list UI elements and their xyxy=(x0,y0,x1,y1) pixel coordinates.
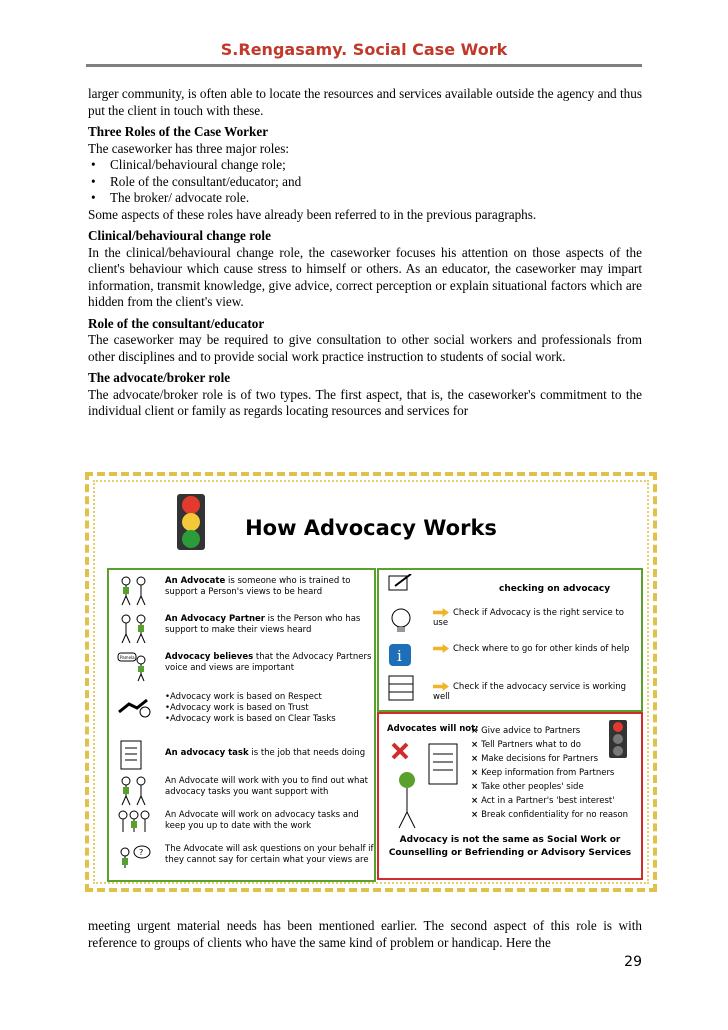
handshake-icon xyxy=(117,692,151,722)
roles-item: • Role of the consultant/educator; and xyxy=(88,174,642,191)
question-icon xyxy=(117,844,151,874)
will-not-item: × Act in a Partner's 'best interest' xyxy=(471,794,628,808)
roles-lead: The caseworker has three major roles: xyxy=(88,140,290,156)
advocate-term: An Advocate xyxy=(165,576,226,586)
roles-item: • Clinical/behavioural change role; xyxy=(88,157,642,174)
bases-item: • Advocacy work is based on Clear Tasks xyxy=(165,714,375,725)
arrow-icon xyxy=(433,644,449,653)
page-header: S.Rengasamy. Social Case Work xyxy=(220,40,508,59)
figure-label: Pamela xyxy=(120,655,135,660)
svg-text:?: ? xyxy=(139,848,144,857)
consultant-text: The caseworker may be required to give consultation to other social workers and professionals from other disciplines and to provide social work practice instruction to students of social work. xyxy=(88,332,642,364)
roles-item: • The broker/ advocate role. xyxy=(88,190,642,207)
advocate-heading: The advocate/broker role xyxy=(88,370,231,385)
header-rule xyxy=(86,64,642,67)
will-not-item: × Keep information from Partners xyxy=(471,766,628,780)
checking-item xyxy=(433,682,641,702)
roles-heading: Three Roles of the Case Worker xyxy=(88,124,269,139)
svg-text:i: i xyxy=(397,647,402,665)
task-desc: is the job that needs doing xyxy=(248,748,366,758)
closing-paragraph: meeting urgent material needs has been mentioned earlier. The second aspect of this role is with reference to groups of clients who have the same kind of problem or handicap. Here the xyxy=(88,918,642,950)
people-icon xyxy=(117,576,151,606)
ask-questions-text: The Advocate will ask questions on your behalf if they cannot say for certain what your views are xyxy=(165,844,374,865)
task-term: An advocacy task xyxy=(165,748,249,758)
page-number: 29 xyxy=(624,954,642,970)
poster-title: How Advocacy Works xyxy=(245,516,497,540)
checking-item-text: Check where to go for other kinds of help xyxy=(453,644,630,654)
keep-up-to-date-text: An Advocate will work on advocacy tasks and keep you up to date with the work xyxy=(165,810,359,831)
body-text xyxy=(88,86,642,420)
advocate-desc: is someone who is trained to support a Person's views to be heard xyxy=(165,576,351,597)
beliefs-desc: that the Advocacy Partners voice and views are important xyxy=(165,652,372,673)
intro-paragraph: larger community, is often able to locate the resources and services available outside the agency and thus put the client in touch with these. xyxy=(88,86,642,118)
will-not-item: × Break confidentiality for no reason xyxy=(471,808,628,822)
clinical-heading: Clinical/behavioural change role xyxy=(88,228,271,243)
checking-item-text: Check if Advocacy is the right service to use xyxy=(433,608,624,628)
work-with-you-text: An Advocate will work with you to find out what advocacy tasks you want support with xyxy=(165,776,368,797)
partner-desc: is the Person who has support to make their views heard xyxy=(165,614,361,635)
will-not-list xyxy=(471,724,628,822)
advocacy-poster xyxy=(85,472,657,892)
checking-panel xyxy=(377,568,643,712)
advocacy-roles-panel xyxy=(107,568,376,882)
checking-title: checking on advocacy xyxy=(499,584,611,594)
people-icon xyxy=(117,776,151,806)
bases-item: • Advocacy work is based on Trust xyxy=(165,703,375,714)
arrow-icon xyxy=(433,682,449,691)
advocate-text: The advocate/broker role is of two types. The first aspect, that is, the caseworker's commitment to the individual client or family as regards locating resources and services for xyxy=(88,386,642,418)
clinical-text: In the clinical/behavioural change role, the caseworker focuses his attention on those aspects of the client's behaviour which cause stress to himself or others. As an educator, the caseworker may impart information, transmit knowledge, give advice, correct perception or explain situational factors which are hidden from the client's view. xyxy=(88,244,642,309)
will-not-item: × Give advice to Partners xyxy=(471,724,628,738)
advocate-refuses-icon xyxy=(389,740,463,830)
consultant-heading: Role of the consultant/educator xyxy=(88,315,265,331)
arrow-icon xyxy=(433,608,449,617)
speaking-person-icon xyxy=(117,652,151,682)
roles-tail: Some aspects of these roles have already been referred to in the previous paragraphs. xyxy=(88,206,537,222)
will-not-panel xyxy=(377,712,643,880)
bases-list xyxy=(165,692,375,725)
checking-item xyxy=(433,644,629,654)
roles-list xyxy=(88,157,642,207)
people-icon xyxy=(117,614,151,644)
will-not-item: × Make decisions for Partners xyxy=(471,752,628,766)
not-same-statement: Advocacy is not the same as Social Work or Counselling or Befriending or Advisory Services xyxy=(388,835,632,858)
checking-item-text: Check if the advocacy service is working well xyxy=(433,682,627,702)
will-not-item: × Take other peoples' side xyxy=(471,780,628,794)
checklist-icon xyxy=(117,740,151,770)
bases-item: • Advocacy work is based on Respect xyxy=(165,692,375,703)
beliefs-term: Advocacy believes xyxy=(165,652,254,662)
check-icons xyxy=(385,574,425,704)
checking-item xyxy=(433,608,641,628)
will-not-title: Advocates will not: xyxy=(387,724,479,734)
will-not-item: × Tell Partners what to do xyxy=(471,738,628,752)
people-icon xyxy=(117,810,151,840)
partner-term: An Advocacy Partner xyxy=(165,614,265,624)
